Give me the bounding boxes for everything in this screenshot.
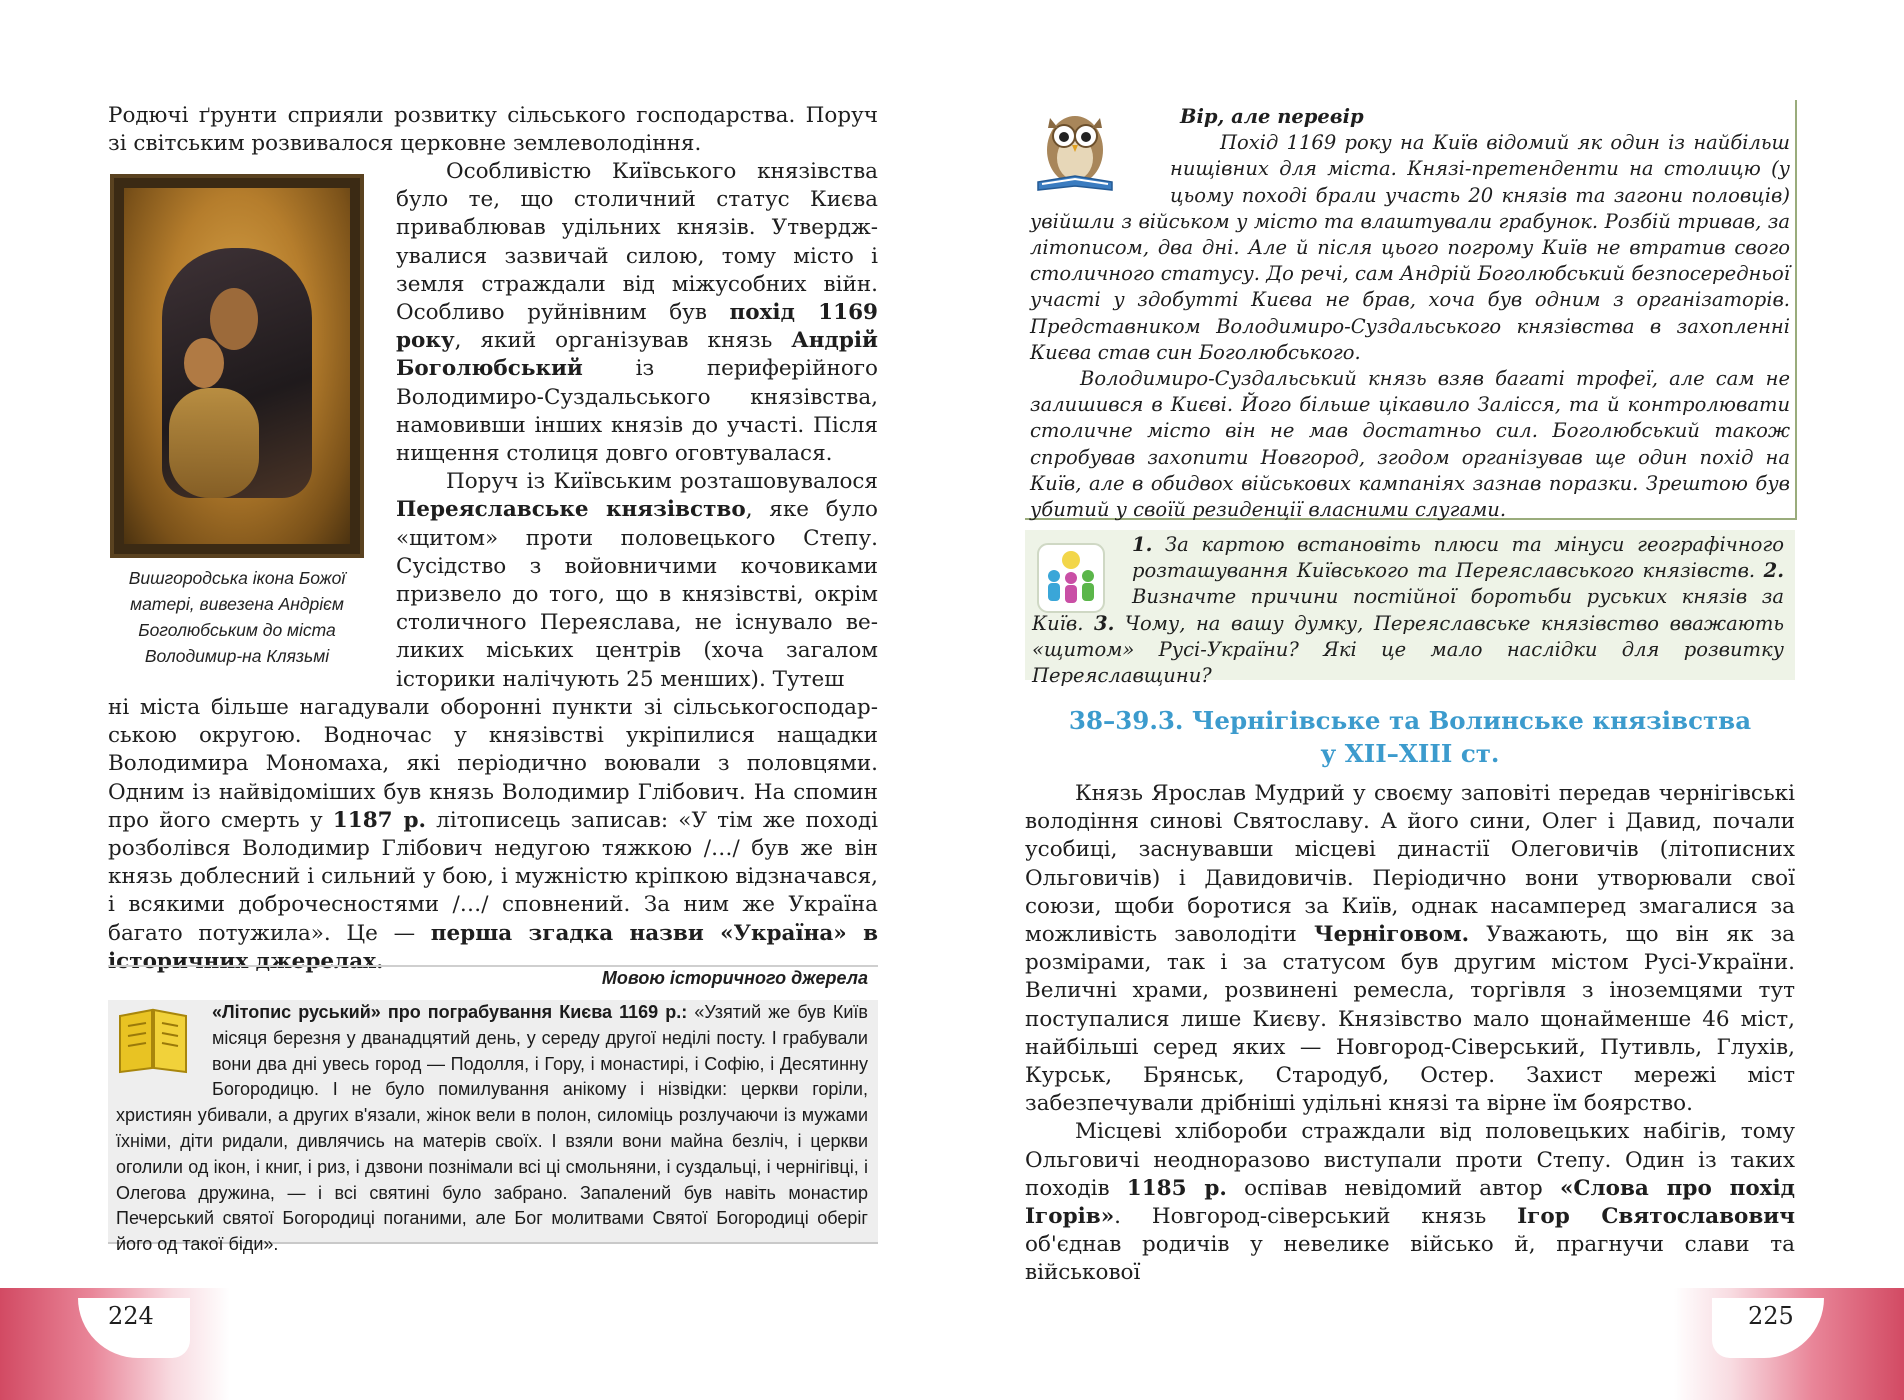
source-header-title: Мовою історичного джерела — [601, 968, 868, 988]
vir-ale-perevir-text: Вір, але перевір Похід 1169 року на Київ відомий як один із найбільш нищівних для міста. Князі-претенденти на столицю (у цьому поході брали участь 20 князів та загони половців) увійшли з військом у місто та влаштували грабунок. Розбій тривав, за літописом, два дні. Але й після цього погрому Київ не втратив свого столичного статусу. До речі, сам Андрій Боголюбський безпосередньої участі у здобутті Києва не брав, хоча був одним з організаторів. Представником Володимиро-Суздальського князівства в захопленні Києва став син Боголюбського. Володимиро-Суздальський князь взяв багаті трофеї, але сам не залишився в Києві. Його більше цікавило Залісся, та й контролювати столичне місто він не мав достатньо сил. Боголюбський також спробував захопити Новгород, згодом організував ще один похід на Київ, але в обидвох військових кампаніях зазнав поразки. Зрештою був убитий у своїй резиденції власними слугами. — [1030, 105, 1790, 522]
source-quote-text: «Літопис руський» про пограбування Києва 1169 р.: «Узятий же був Київ місяця березня у дванадцятий день, у середу другої неділі посту. І грабували вони два дні увесь город — Подолля, і Гору, і монастирі, і Софію, і Десятинну Богородицю. І не було помилування анікому і нізвідки: церкви горіли, християн убивали, а других в'язали, жінок вели в полон, силоміць розлучаючи із мужами їхніми, діти ридали, дивлячись на матерів своїх. І взяли вони майна безліч, і церкви оголили од ікон, і книг, і риз, і дзвони познімали всі ці смольняни, і суздальці, і чернігівці, і Олегова дружина, — і всі святині було забрано. Запалений був навіть монастир Печерський святої Богородиці поганими, але Бог молитвами Святої Богородиці оберіг його од такої біди». — [116, 1002, 868, 1255]
paragraph-pereyaslav-continued: ні міста більше нагадували оборонні пункти зі сільськогосподарською округою. Водночас у князівстві укріпилися нащадки Володимира Мономаха, які періодично воювали з половцями. Одним із найвідоміших був князь Володимир Глібович. На спомин про його смерть у 1187 р. літописець записав: «У тім же поході розболівся Володимир Глібович недугою тяжкою /…/ був же він князь доблесний і сильний у бою, і мужністю кріпкою відзначався, і всякими доброчесностями /…/ сповнений. За ним же Україна багато потужила». Це — перша згадка назви «Україна» в історичних джерелах. — [108, 695, 879, 974]
icon-painting-image — [110, 174, 364, 558]
tasks-text: 1. За картою встановіть плюси та мінуси географічного розташування Київського та Переяславського князівств. 2. Визначте причини постійної боротьби руських князів за Київ. 3. Чому, на вашу думку, Переяславське князівство вважають «щитом» Русі-України? Які це мало наслідки для розвитку Переяславщини? — [1032, 533, 1784, 688]
intro-paragraph: Родючі ґрунти сприяли розвитку сільського господарства. Поруч зі світським розвивалося церковне землеволодіння. — [108, 103, 878, 157]
paragraph-chernihiv: Князь Ярослав Мудрий у своєму заповіті передав чернігівські володіння синові Святославу. А його сини, Олег і Давид, почали усобиці, заснувавши місцеві династії Олеговичів (літописних Ольговичів) і Давидовичів. Періодично вони утворювали свої союзи, щоби боротися за Київ, однак насамперед змагалися за можливість заволодіти Черніговом. Уважають, що він як за розмірами, так і за статусом був другим містом Русі-України. Величні храми, розвинені ремесла, торгівля з іноземцями тут поступалися лише Києву. Князівство мало щонайменше 46 міст, найбільші серед яких — Новгород-Сіверський, Путивль, Глухів, Курськ, Брянськ, Стародуб, Остер. Захист мережі міст забезпечували дрібніші удільні князі та вірне їм боярство. Місцеві хлібороби страждали від половецьких набігів, тому Ольговичі неодноразово виступали проти Степу. Один із таких походів 1185 р. оспівав невідомий автор «Слова про похід Ігорів». Новгород-сіверський князь Ігор Святославович об'єднав родичів у невелике військо й, прагнучи слави та військової — [1025, 781, 1795, 1286]
page-number-right: 225 — [1748, 1302, 1794, 1330]
section-title: 38–39.3. Чернігівське та Волинське князівства у ХІІ–ХІІІ ст. — [1068, 706, 1752, 768]
page-number-left: 224 — [108, 1302, 154, 1330]
icon-caption: Вишгородська ікона Божої матері, вивезена Андрієм Боголюбським до міста Володимир-на Клязьмі — [128, 568, 346, 666]
paragraph-kyiv-principality: Особливістю Київського князівства було те, що столичний статус Києва приваблював удільних князів. Утверджувалися зазвичай силою, тому місто і земля страждали від міжусобних війн. Особливо руйнівним був похід 1169 року, який організував князь Андрій Боголюбський із периферійного Володимиро-Суздальського князівства, намовивши інших князів до участі. Після нищення столиця довго оговтувалася. Поруч із Київським розташовувалося Переяславське князівство, яке було «щитом» проти половецького Степу. Сусідство з войовничими кочовиками призвело до того, що в князівстві, окрім столичного Переяслава, не існувало великих міських центрів (хоча загалом історики налічують 25 менших). Тутеш — [396, 159, 878, 692]
